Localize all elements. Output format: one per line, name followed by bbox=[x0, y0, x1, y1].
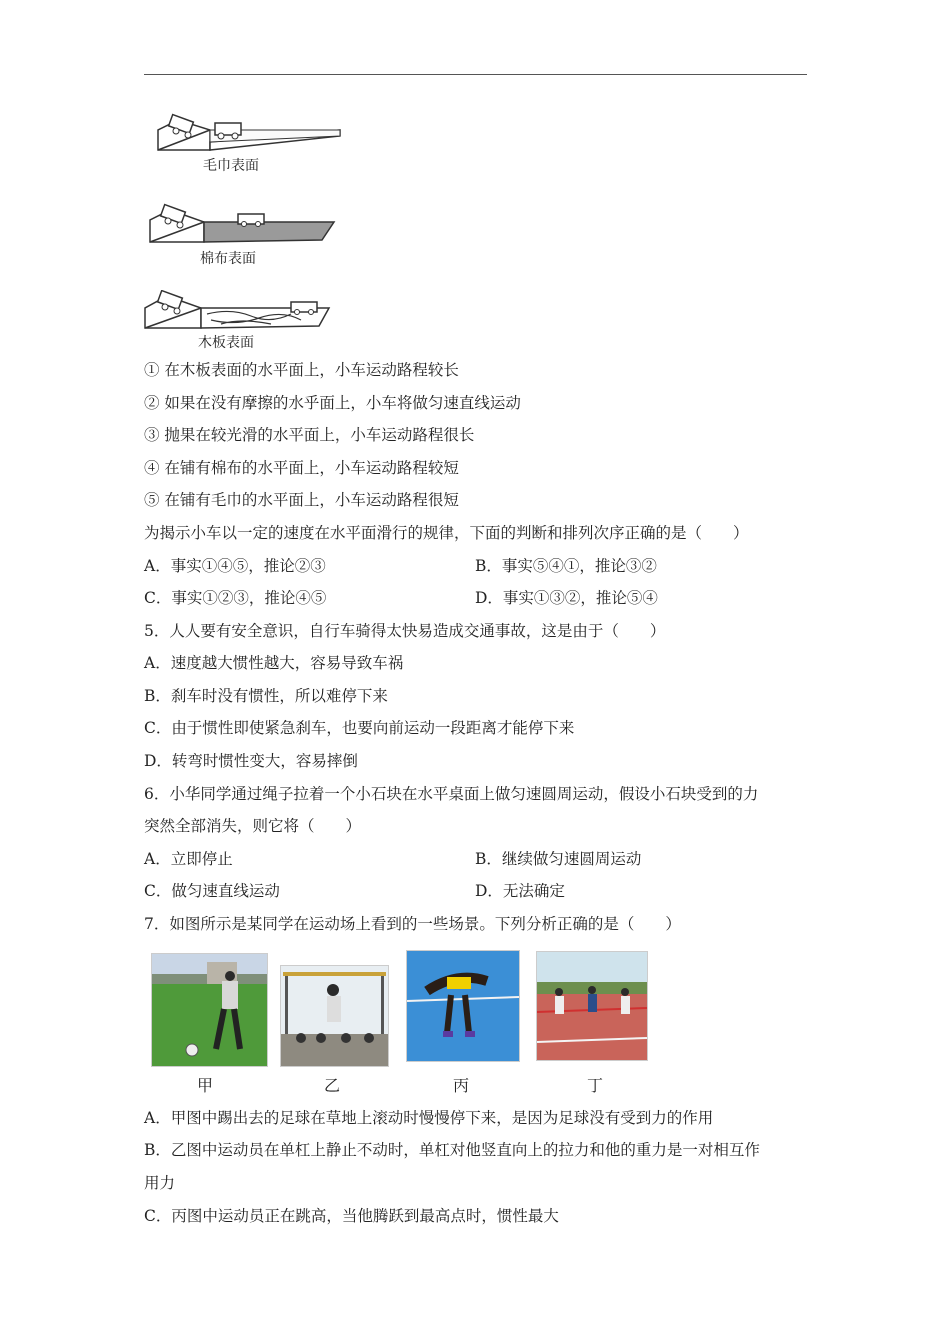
header-rule bbox=[144, 74, 807, 75]
q4-option-d: D．事实①③②，推论⑤④ bbox=[475, 589, 658, 607]
statement-4: ④ 在铺有棉布的水平面上，小车运动路程较短 bbox=[144, 459, 459, 477]
q5-option-a: A．速度越大惯性越大，容易导致车祸 bbox=[144, 654, 404, 672]
q4-option-a: A．事实①④⑤，推论②③ bbox=[144, 557, 326, 575]
q4-question: 为揭示小车以一定的速度在水平面滑行的规律，下面的判断和排列次序正确的是（ ） bbox=[144, 524, 749, 542]
q7-option-b-line1: B．乙图中运动员在单杠上静止不动时，单杠对他竖直向上的拉力和他的重力是一对相互作 bbox=[144, 1141, 760, 1159]
ramp-towel-caption: 毛巾表面 bbox=[203, 158, 259, 174]
q6-option-b: B．继续做匀速圆周运动 bbox=[475, 850, 642, 868]
photo-high-jump-caption: 丙 bbox=[453, 1076, 470, 1095]
q4-option-b: B．事实⑤④①，推论③② bbox=[475, 557, 657, 575]
q6-question-line2: 突然全部消失，则它将（ ） bbox=[144, 817, 362, 835]
q7-option-a: A．甲图中踢出去的足球在草地上滚动时慢慢停下来，是因为足球没有受到力的作用 bbox=[144, 1109, 714, 1127]
q7-option-b-line2: 用力 bbox=[144, 1174, 176, 1192]
photo-soccer bbox=[151, 953, 268, 1067]
statement-1: ① 在木板表面的水平面上，小车运动路程较长 bbox=[144, 361, 459, 379]
ramp-wood-figure bbox=[141, 290, 341, 336]
q5-option-b: B．刹车时没有惯性，所以难停下来 bbox=[144, 687, 388, 705]
q5-option-d: D．转弯时惯性变大，容易摔倒 bbox=[144, 752, 358, 770]
q5-question: 5．人人要有安全意识，自行车骑得太快易造成交通事故，这是由于（ ） bbox=[144, 622, 666, 640]
photo-sprint-finish bbox=[536, 951, 648, 1061]
photo-high-jump bbox=[406, 950, 520, 1062]
ramp-towel-figure bbox=[150, 108, 350, 156]
q7-question: 7．如图所示是某同学在运动场上看到的一些场景。下列分析正确的是（ ） bbox=[144, 915, 681, 933]
q7-option-c: C．丙图中运动员正在跳高，当他腾跃到最高点时，惯性最大 bbox=[144, 1207, 559, 1225]
statement-5: ⑤ 在铺有毛巾的水平面上，小车运动路程很短 bbox=[144, 491, 459, 509]
q6-question-line1: 6．小华同学通过绳子拉着一个小石块在水平桌面上做匀速圆周运动，假设小石块受到的力 bbox=[144, 785, 759, 803]
photo-horizontal-bar-caption: 乙 bbox=[324, 1076, 341, 1095]
statement-3: ③ 抛果在较光滑的水平面上，小车运动路程很长 bbox=[144, 426, 475, 444]
photo-soccer-caption: 甲 bbox=[197, 1076, 214, 1095]
ramp-cotton-caption: 棉布表面 bbox=[200, 251, 256, 267]
photo-horizontal-bar bbox=[280, 965, 389, 1067]
q6-option-a: A．立即停止 bbox=[144, 850, 233, 868]
q4-option-c: C．事实①②③，推论④⑤ bbox=[144, 589, 327, 607]
q6-option-d: D．无法确定 bbox=[475, 882, 565, 900]
ramp-cotton-figure bbox=[146, 202, 346, 248]
ramp-wood-caption: 木板表面 bbox=[198, 335, 254, 351]
q5-option-c: C．由于惯性即使紧急刹车，也要向前运动一段距离才能停下来 bbox=[144, 719, 575, 737]
statement-2: ② 如果在没有摩擦的水乎面上，小车将做匀速直线运动 bbox=[144, 394, 521, 412]
photo-sprint-finish-caption: 丁 bbox=[587, 1076, 604, 1095]
q6-option-c: C．做匀速直线运动 bbox=[144, 882, 280, 900]
